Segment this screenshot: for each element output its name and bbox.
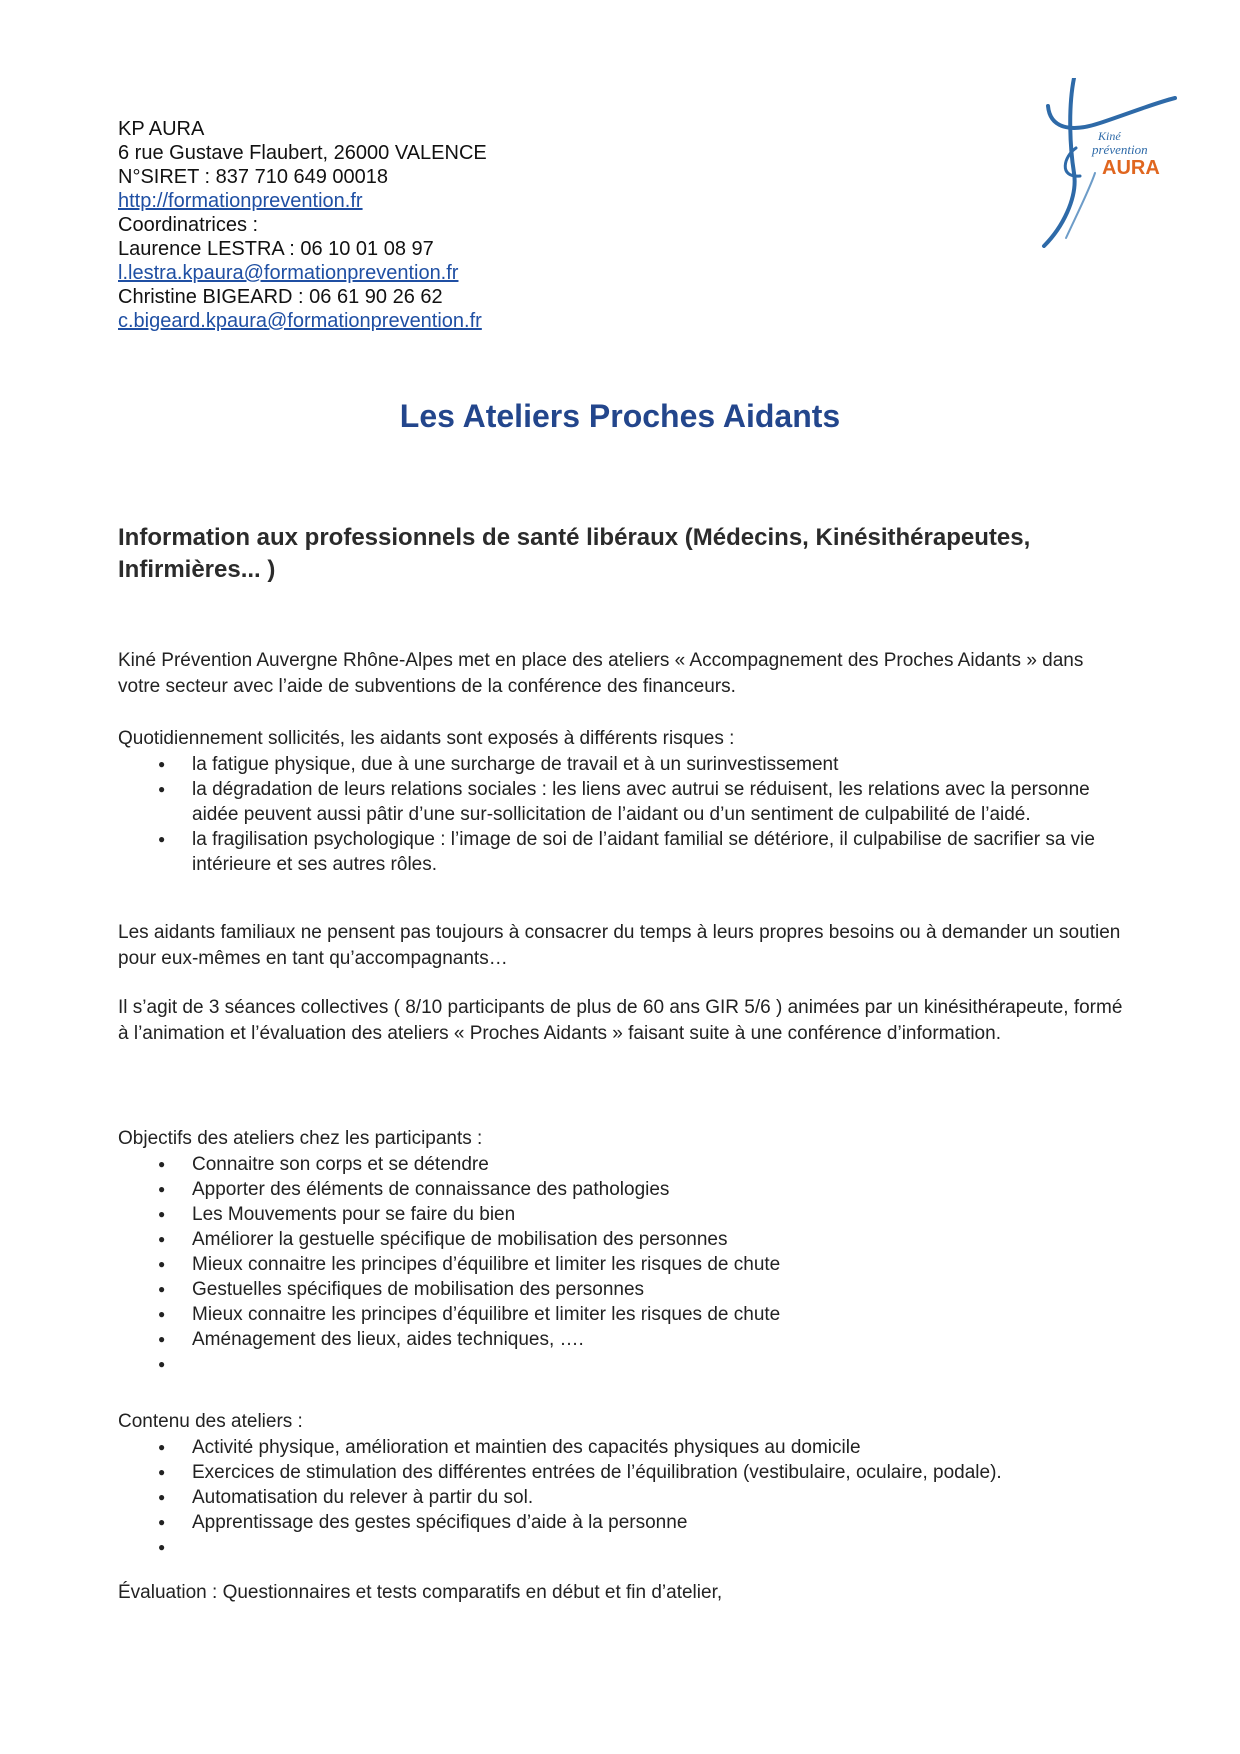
coordinator-2: Christine BIGEARD : 06 61 90 26 62 <box>118 286 443 308</box>
list-item: ● Les Mouvements pour se faire du bien <box>118 1202 1128 1227</box>
list-item: ● la fatigue physique, due à une surcharge de travail et à un surinvestissement <box>118 752 1128 777</box>
list-item: ● la fragilisation psychologique : l’image de soi de l’aidant familial se détériore, il culpabilise de sacrifier sa vie intérieure et ses autres rôles. <box>118 827 1128 877</box>
logo-text-3: AURA <box>1102 157 1160 179</box>
logo-text-2: prévention <box>1092 142 1148 157</box>
contents-list <box>118 1435 1128 1560</box>
list-item: ● Mieux connaitre les principes d’équilibre et limiter les risques de chute <box>118 1252 1128 1277</box>
list-item <box>118 1352 1128 1377</box>
list-item: ● la dégradation de leurs relations sociales : les liens avec autrui se réduisent, les relations avec la personne aidée peuvent aussi pâtir d’une sur-sollicitation de l’aidant ou d’un sentiment de culpabilité de l’aidé. <box>118 777 1128 827</box>
contact-header <box>118 117 487 333</box>
contents-intro: Contenu des ateliers : <box>118 1411 303 1432</box>
website-link[interactable]: http://formationprevention.fr <box>118 190 363 212</box>
page-subtitle: Information aux professionnels de santé libéraux (Médecins, Kinésithérapeutes, Infirmières... ) <box>118 524 1031 583</box>
list-item: ● Gestuelles spécifiques de mobilisation des personnes <box>118 1277 1128 1302</box>
email-1-link[interactable]: l.lestra.kpaura@formationprevention.fr <box>118 262 459 284</box>
intro-paragraph: Kiné Prévention Auvergne Rhône-Alpes met en place des ateliers « Accompagnement des Proches Aidants » dans votre secteur avec l’aide de subventions de la conférence des financeurs. <box>118 650 1084 697</box>
risks-section <box>118 726 1128 877</box>
org-siret: N°SIRET : 837 710 649 00018 <box>118 166 389 188</box>
list-item: ● Aménagement des lieux, aides techniques, …. <box>118 1327 1128 1352</box>
risks-intro: Quotidiennement sollicités, les aidants sont exposés à différents risques : <box>118 728 735 749</box>
evaluation-paragraph: Évaluation : Questionnaires et tests comparatifs en début et fin d’atelier, <box>118 1582 723 1603</box>
contents-section <box>118 1409 1128 1560</box>
org-address: 6 rue Gustave Flaubert, 26000 VALENCE <box>118 142 487 164</box>
email-2-link[interactable]: c.bigeard.kpaura@formationprevention.fr <box>118 310 482 332</box>
needs-paragraph: Les aidants familiaux ne pensent pas toujours à consacrer du temps à leurs propres besoins ou à demander un soutien pour eux-mêmes en tant qu’accompagnants… <box>118 922 1121 969</box>
list-item: ● Activité physique, amélioration et maintien des capacités physiques au domicile <box>118 1435 1128 1460</box>
list-item: ● Apprentissage des gestes spécifiques d’aide à la personne <box>118 1510 1128 1535</box>
list-item: ● Automatisation du relever à partir du sol. <box>118 1485 1128 1510</box>
sessions-paragraph: Il s’agit de 3 séances collectives ( 8/10 participants de plus de 60 ans GIR 5/6 ) animées par un kinésithérapeute, formé à l’animation et l’évaluation des ateliers « Proches Aidants » faisant suite à une conférence d’information. <box>118 997 1123 1044</box>
list-item: ● Améliorer la gestuelle spécifique de mobilisation des personnes <box>118 1227 1128 1252</box>
list-item: ● Mieux connaitre les principes d’équilibre et limiter les risques de chute <box>118 1302 1128 1327</box>
coordinator-1: Laurence LESTRA : 06 10 01 08 97 <box>118 238 434 260</box>
list-item <box>118 1535 1128 1560</box>
list-item: ● Connaitre son corps et se détendre <box>118 1152 1128 1177</box>
org-name: KP AURA <box>118 118 205 140</box>
list-item: ● Apporter des éléments de connaissance des pathologies <box>118 1177 1128 1202</box>
objectives-list <box>118 1152 1128 1377</box>
list-item: ● Exercices de stimulation des différentes entrées de l’équilibration (vestibulaire, oculaire, podale). <box>118 1460 1128 1485</box>
page-title: Les Ateliers Proches Aidants <box>399 398 841 434</box>
risks-list <box>118 752 1128 877</box>
logo-text-1: Kiné <box>1098 129 1121 143</box>
coordinators-label: Coordinatrices : <box>118 214 259 236</box>
objectives-section <box>118 1126 1128 1377</box>
kine-prevention-aura-logo <box>1040 78 1200 248</box>
objectives-intro: Objectifs des ateliers chez les participants : <box>118 1128 483 1149</box>
